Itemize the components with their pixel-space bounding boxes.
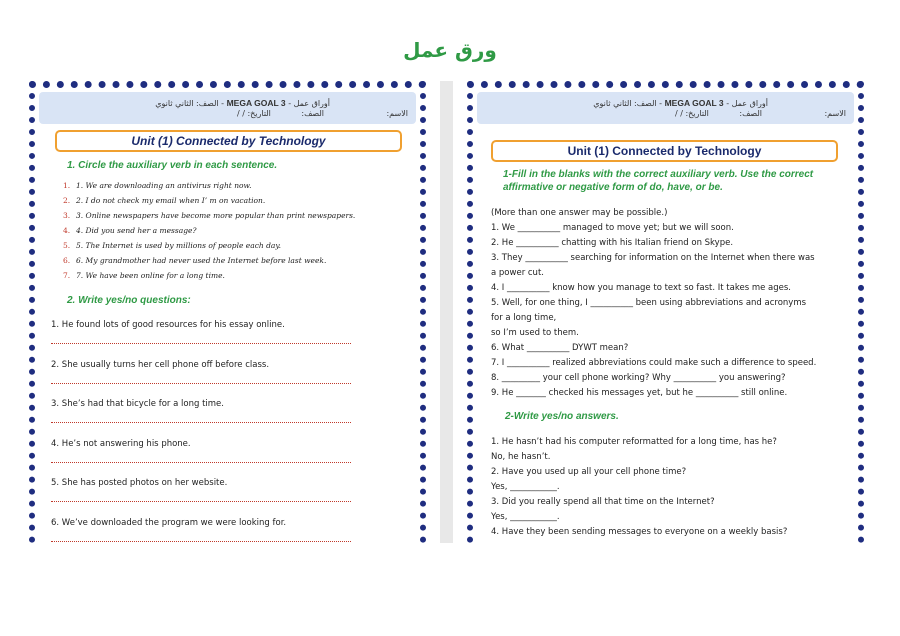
answer-line[interactable] <box>51 422 351 423</box>
list-item <box>63 256 355 271</box>
page-divider <box>440 81 453 543</box>
list-item: 2. He __________ chatting with his Italian friend on Skype. <box>491 238 734 248</box>
header-grade: - الصف: الثاني ثانوي <box>155 99 225 108</box>
list-item: 4. I __________ know how you manage to text so fast. It takes me ages. <box>491 283 792 293</box>
list-item: 7. I __________ realized abbreviations could make such a difference to speed. <box>491 358 817 368</box>
answer-line[interactable] <box>51 541 351 542</box>
list-item: 5. Well, for one thing, I __________ been using abbreviations and acronyms <box>491 298 807 308</box>
header-name-label: الاسم: <box>386 109 408 118</box>
list-item <box>63 226 355 241</box>
list-item: 2. Have you used up all your cell phone time? <box>491 467 687 477</box>
header-line1 <box>593 98 768 108</box>
list-item: a power cut. <box>491 268 544 278</box>
item-number: 5. <box>63 241 71 250</box>
item-text: 5. The Internet is used by millions of people each day. <box>76 241 282 250</box>
list-item <box>51 514 361 544</box>
list-item: (More than one answer may be possible.) <box>491 208 668 218</box>
list-item: 3. Did you really spend all that time on the Internet? <box>491 497 715 507</box>
section2-list <box>491 435 851 540</box>
list-item: for a long time, <box>491 313 557 323</box>
item-text: 6. My grandmother had never used the Internet before last week. <box>76 256 327 265</box>
list-item: 9. He _______ checked his messages yet, but he __________ still online. <box>491 388 788 398</box>
item-number: 1. <box>63 181 71 190</box>
answer-line[interactable] <box>51 501 351 502</box>
list-item <box>51 474 361 514</box>
item-number: 7. <box>63 271 71 280</box>
list-item: Yes, ___________. <box>491 482 560 492</box>
header-name-label: الاسم: <box>824 109 846 118</box>
header-course: MEGA GOAL 3 <box>226 98 286 108</box>
item-number: 3. <box>63 211 71 220</box>
list-item: 4. Have they been sending messages to everyone on a weekly basis? <box>491 527 788 537</box>
list-item: 3. They __________ searching for information on the Internet when there was <box>491 253 815 263</box>
section1-list <box>491 206 851 401</box>
answer-line[interactable] <box>51 383 351 384</box>
item-text: 3. Online newspapers have become more popular than print newspapers. <box>76 211 356 220</box>
header-grade: - الصف: الثاني ثانوي <box>593 99 663 108</box>
list-item <box>63 196 355 211</box>
header-line2 <box>237 109 324 118</box>
section2-title: 2. Write yes/no questions: <box>67 295 191 306</box>
header-line1 <box>155 98 330 108</box>
list-item <box>51 435 361 475</box>
list-item <box>63 271 355 286</box>
answer-line[interactable] <box>51 462 351 463</box>
question-text: 1. He found lots of good resources for his essay online. <box>51 320 285 330</box>
header-prefix: أوراق عمل - <box>288 99 330 108</box>
list-item <box>51 316 361 356</box>
header-date-label: التاريخ: / / <box>236 109 271 118</box>
list-item: so I’m used to them. <box>491 328 579 338</box>
item-text: 2. I do not check my email when I’ m on vacation. <box>76 196 266 205</box>
section1-title: 1. Circle the auxiliary verb in each sentence. <box>67 160 278 171</box>
unit-title-box: Unit (1) Connected by Technology <box>491 140 838 162</box>
section1-list <box>63 181 355 286</box>
right-worksheet-page <box>467 81 864 543</box>
list-item <box>63 181 355 196</box>
list-item: 1. He hasn’t had his computer reformatted for a long time, has he? <box>491 437 777 447</box>
header-line2 <box>675 109 762 118</box>
section2-title: 2-Write yes/no answers. <box>505 411 619 422</box>
list-item: No, he hasn’t. <box>491 452 551 462</box>
item-text: 7. We have been online for a long time. <box>76 271 225 280</box>
item-text: 4. Did you send her a message? <box>76 226 197 235</box>
list-item: Yes, ___________. <box>491 512 560 522</box>
item-number: 6. <box>63 256 71 265</box>
list-item <box>51 356 361 396</box>
list-item: 1. We __________ managed to move yet; but we will soon. <box>491 223 734 233</box>
header-class-label: الصف: <box>301 109 324 118</box>
header-date-label: التاريخ: / / <box>674 109 709 118</box>
left-worksheet-page <box>29 81 426 543</box>
page-header <box>39 92 416 124</box>
answer-line[interactable] <box>51 343 351 344</box>
page-header <box>477 92 854 124</box>
question-text: 5. She has posted photos on her website. <box>51 478 228 488</box>
section1-title: 1-Fill in the blanks with the correct auxiliary verb. Use the correct affirmative or negative form of do, have, or be. <box>503 169 814 193</box>
list-item <box>51 395 361 435</box>
item-number: 2. <box>63 196 71 205</box>
list-item <box>63 211 355 226</box>
list-item: 6. What __________ DYWT mean? <box>491 343 629 353</box>
list-item: 8. _________ your cell phone working? Why __________ you answering? <box>491 373 786 383</box>
item-number: 4. <box>63 226 71 235</box>
question-text: 3. She’s had that bicycle for a long time. <box>51 399 224 409</box>
question-text: 2. She usually turns her cell phone off before class. <box>51 359 270 370</box>
worksheet-title: ورق عمل <box>403 38 497 62</box>
header-prefix: أوراق عمل - <box>726 99 768 108</box>
header-course: MEGA GOAL 3 <box>664 98 724 108</box>
question-text: 6. We’ve downloaded the program we were looking for. <box>51 517 287 528</box>
list-item <box>63 241 355 256</box>
question-text: 4. He’s not answering his phone. <box>51 438 191 449</box>
item-text: 1. We are downloading an antivirus right now. <box>76 181 252 190</box>
header-class-label: الصف: <box>739 109 762 118</box>
section2-list <box>51 316 361 543</box>
unit-title-box: Unit (1) Connected by Technology <box>55 130 402 152</box>
